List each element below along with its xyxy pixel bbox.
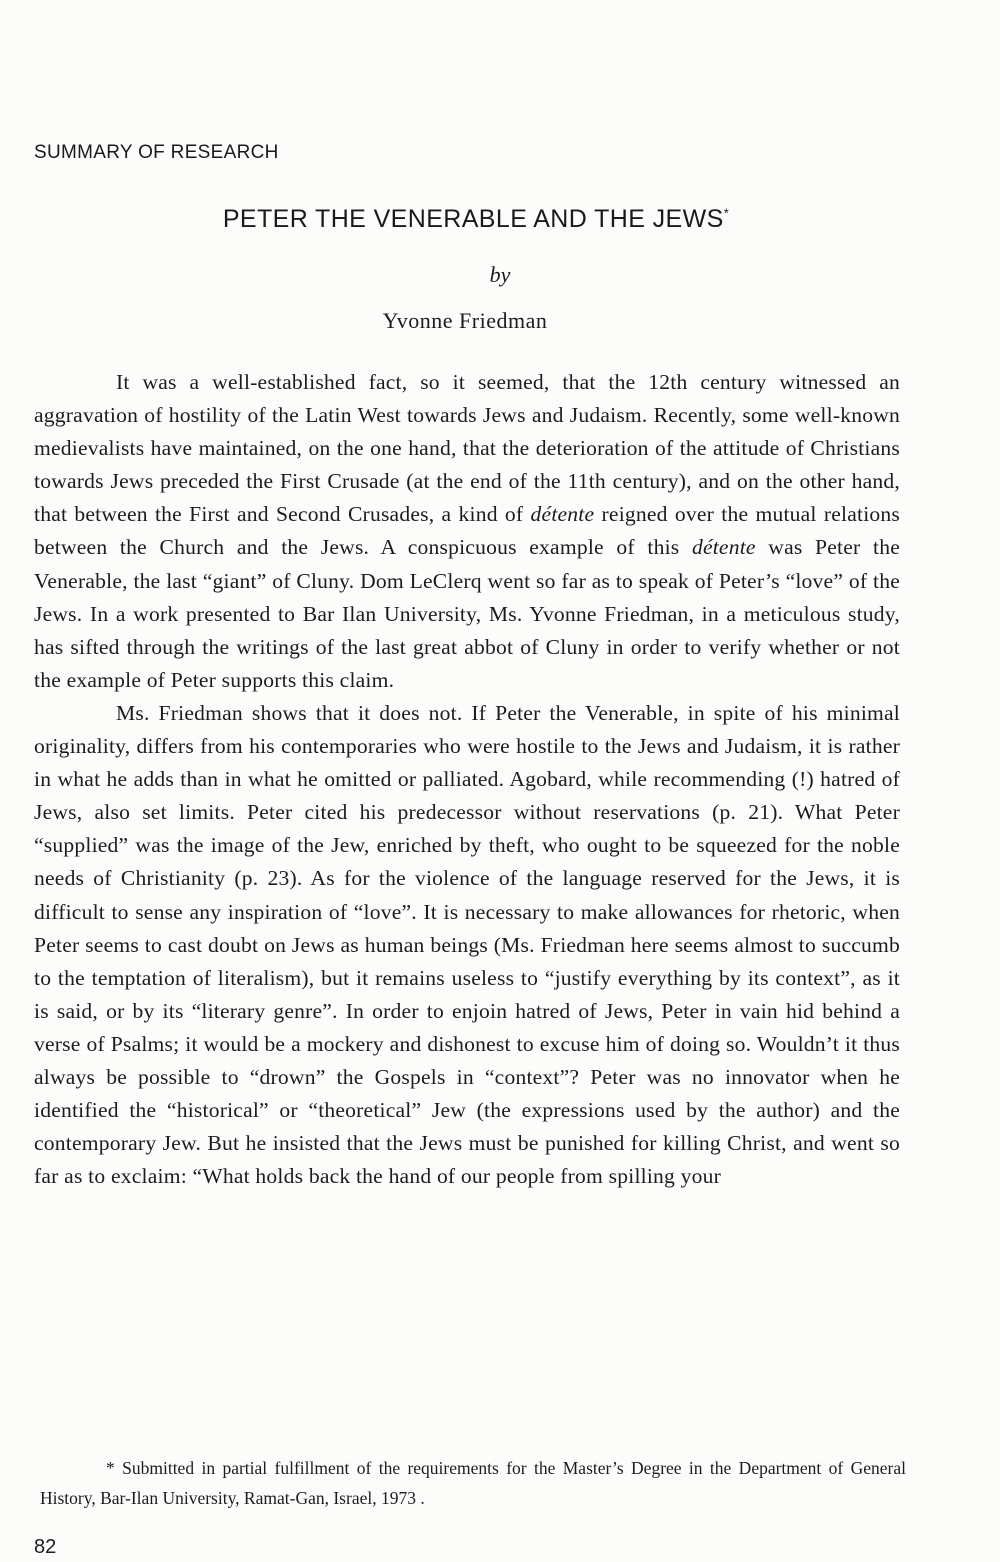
paragraph xyxy=(34,366,900,697)
article-title-text: PETER THE VENERABLE AND THE JEWS xyxy=(222,205,724,233)
section-label: SUMMARY OF RESEARCH xyxy=(34,142,279,163)
article-body xyxy=(34,366,900,1193)
article-title xyxy=(0,205,946,234)
paragraph xyxy=(34,697,900,1193)
footnote: * Submitted in partial fulfillment of the requirements for the Master’s Degree in the Department of General History, Bar-Ilan University, Ramat-Gan, Israel, 1973 . xyxy=(40,1458,906,1508)
text-run: It was a well-established fact, so it seemed, that the 12th century witnessed an aggravation of hostility of the Latin West towards Jews and Judaism. Recently, some well-known medievalists have maintained, on the one hand, that the deterioration of the attitude of Christians towards Jews preceded the First Crusade (at the end of the 11th century), and on the other hand, that between the First and Second Crusades, a kind of xyxy=(34,370,900,527)
text-run: was Peter the Venerable, the last “giant” of Cluny. Dom LeClerq went so far as to speak of Peter’s “love” of the Jews. In a work presented to Bar Ilan University, Ms. Yvonne Friedman, in a meticulous study, has sifted through the writings of the last great abbot of Cluny in order to verify whether or not the example of Peter supports this claim. xyxy=(34,535,900,692)
byline: by xyxy=(489,262,511,287)
italic-term: détente xyxy=(530,502,595,527)
author-name: Yvonne Friedman xyxy=(382,308,548,333)
page-number: 82 xyxy=(34,1536,57,1558)
text-run: Ms. Friedman shows that it does not. If Peter the Venerable, in spite of his minimal originality, differs from his contemporaries who were hostile to the Jews and Judaism, it is rather in what he adds than in what he omitted or palliated. Agobard, while recommending (!) hatred of Jews, also set limits. Peter cited his predecessor without reservations (p. 21). What Peter “supplied” was the image of the Jew, enriched by theft, who ought to be squeezed for the noble needs of Christianity (p. 23). As for the violence of the language reserved for the Jews, it is difficult to sense any inspiration of “love”. It is necessary to make allowances for rhetoric, when Peter seems to cast doubt on Jews as human beings (Ms. Friedman here seems almost to succumb to the temptation of literalism), but it remains useless to “justify everything by its context”, as it is said, or by its “literary genre”. In order to enjoin hatred of Jews, Peter in vain hid behind a verse of Psalms; it would be a mockery and dishonest to excuse him of doing so. Wouldn’t it thus always be possible to “drown” the Gospels in “context”? Peter was no innovator when he identified the “historical” or “theoretical” Jew (the expressions used by the author) and the contemporary Jew. But he insisted that the Jews must be punished for killing Christ, and went so far as to exclaim: “What holds back the hand of our people from spilling your xyxy=(34,700,900,1189)
italic-term: détente xyxy=(691,535,756,560)
footnote-marker: * xyxy=(723,205,730,221)
text-run: reigned over the mutual relations between the Church and the Jews. A conspicuous example of this xyxy=(34,502,901,560)
